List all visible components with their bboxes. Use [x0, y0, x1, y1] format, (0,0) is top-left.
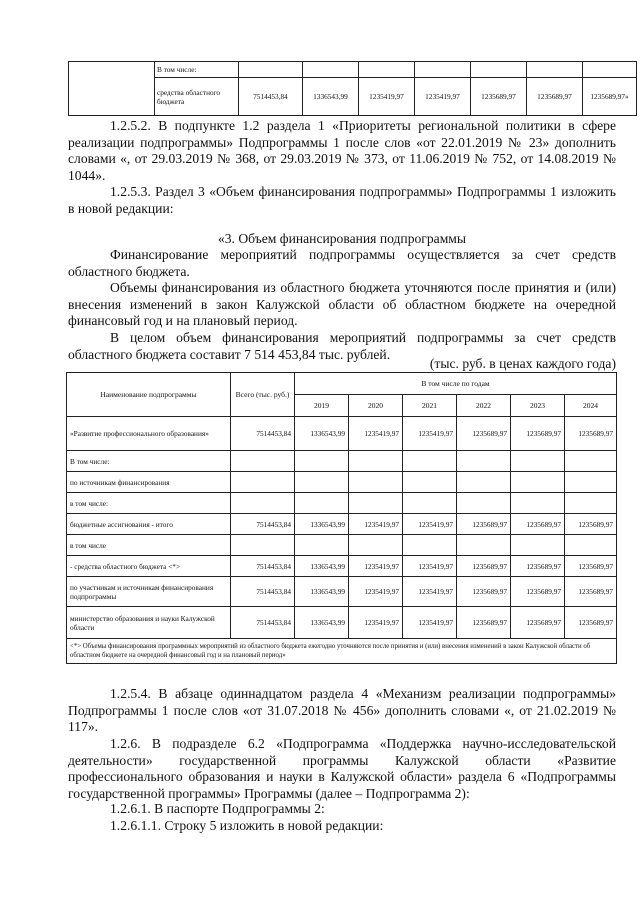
row-label: по источникам финансирования — [67, 472, 231, 493]
table-cell: 1235689,97 — [511, 577, 565, 607]
year-header: 2020 — [349, 395, 403, 417]
table-cell: средства областного бюджета — [155, 78, 239, 116]
table-cell — [565, 493, 617, 514]
table-row — [67, 577, 617, 607]
table-cell — [403, 535, 457, 556]
table-footnote-row — [67, 639, 617, 664]
table-cell — [415, 62, 471, 78]
financing-text — [68, 247, 616, 363]
table-cell: 1235689,97 — [511, 607, 565, 639]
table-row — [67, 451, 617, 472]
paragraph-1-2-6-1-1: 1.2.6.1.1. Строку 5 изложить в новой редакции: — [110, 818, 384, 833]
table-cell: 1235689,97 — [457, 556, 511, 577]
table-row — [69, 62, 637, 78]
row-label: - средства областного бюджета <*> — [67, 556, 231, 577]
table-row — [69, 78, 637, 116]
table-cell: 1235419,97 — [349, 556, 403, 577]
row-label: в том числе — [67, 535, 231, 556]
table-cell — [565, 535, 617, 556]
footnote: <*> Объемы финансирования программных мероприятий из областного бюджета ежегодно уточняются после принятия и (или) внесения изменений в закон Калужской области об областном бюджете на очередной финансовый год и на плановый период» — [67, 639, 617, 664]
paragraph-1-2-5-2: 1.2.5.2. В подпункте 1.2 раздела 1 «Приоритеты региональной политики в сфере реализации подпрограммы» Подпрограммы 1 после слов «от 22.01.2019 № 23» дополнить словами «, от 29.03.2019 № 368, от 29.03.2019 № 373, от 11.06.2019 № 752, от 14.08.2019 № 1044». — [68, 118, 616, 183]
table-cell — [303, 62, 359, 78]
table-cell: 1235419,97 — [359, 78, 415, 116]
units-note: (тыс. руб. в ценах каждого года) — [429, 356, 616, 371]
table-cell: 1235419,97 — [403, 556, 457, 577]
table-cell — [457, 493, 511, 514]
table-cell: 1336543,99 — [295, 607, 349, 639]
table-cell: 1235419,97 — [403, 514, 457, 535]
table-cell — [231, 472, 295, 493]
table-cell: 1336543,99 — [295, 556, 349, 577]
year-header: 2021 — [403, 395, 457, 417]
table-cell — [511, 472, 565, 493]
table-cell: 1235689,97 — [511, 514, 565, 535]
table-cell: 1336543,99 — [295, 417, 349, 451]
table-cell: 1235419,97 — [415, 78, 471, 116]
header-total: Всего (тыс. руб.) — [231, 373, 295, 417]
table-header-row — [67, 373, 617, 395]
table-cell: 7514453,84 — [231, 577, 295, 607]
top-table-fragment — [68, 61, 637, 116]
table-cell: 7514453,84 — [239, 78, 303, 116]
table-row — [67, 535, 617, 556]
table-cell: 1235689,97 — [565, 514, 617, 535]
financing-paragraph-3: В целом объем финансирования мероприятий подпрограммы за счет средств областного бюджета составит 7 514 453,84 тыс. рублей. — [68, 329, 616, 362]
table-cell — [295, 493, 349, 514]
row-label: бюджетные ассигнования - итого — [67, 514, 231, 535]
table-cell: 1235689,97 — [457, 607, 511, 639]
table-cell: 1235419,97 — [403, 607, 457, 639]
table-cell: 1235419,97 — [349, 514, 403, 535]
table-cell — [359, 62, 415, 78]
table-cell — [457, 451, 511, 472]
table-cell: 1235689,97 — [471, 78, 527, 116]
table-row — [67, 493, 617, 514]
table-cell — [403, 451, 457, 472]
table-cell — [231, 535, 295, 556]
table-cell: 1235689,97 — [565, 577, 617, 607]
financing-paragraph-2: Объемы финансирования из областного бюджета уточняются после принятия и (или) внесения изменений в закон Калужской области об областном бюджете на очередной финансовый год и на плановый период. — [68, 280, 616, 329]
financing-paragraph-1: Финансирование мероприятий подпрограммы осуществляется за счет средств областного бюджета. — [68, 247, 616, 279]
table-cell — [527, 62, 583, 78]
table-cell — [511, 451, 565, 472]
table-row — [67, 607, 617, 639]
table-cell: 1336543,99 — [303, 78, 359, 116]
section-title: «3. Объем финансирования подпрограммы — [217, 231, 467, 246]
year-header: 2019 — [295, 395, 349, 417]
paragraph-1-2-6-1: 1.2.6.1. В паспорте Подпрограммы 2: — [110, 801, 325, 816]
table-cell — [471, 62, 527, 78]
table-row — [67, 514, 617, 535]
table-cell: 1235689,97 — [527, 78, 583, 116]
table-cell: 7514453,84 — [231, 514, 295, 535]
table-cell — [295, 451, 349, 472]
table-cell — [511, 493, 565, 514]
table-cell: 7514453,84 — [231, 417, 295, 451]
header-years: В том числе по годам — [295, 373, 617, 395]
table-cell — [231, 493, 295, 514]
row-label: по участникам и источникам финансирования подпрограммы — [67, 577, 231, 607]
table-cell — [295, 535, 349, 556]
table-cell: 1235419,97 — [403, 577, 457, 607]
paragraph-1-2-5-4: 1.2.5.4. В абзаце одиннадцатом раздела 4 «Механизм реализации подпрограммы» Подпрограммы 1 после слов «от 31.07.2018 № 456» дополнить словами «, от 21.02.2019 № 117». — [68, 686, 616, 735]
table-cell: В том числе: — [155, 62, 239, 78]
table-cell — [231, 451, 295, 472]
table-cell — [583, 62, 637, 78]
table-cell: 1235419,97 — [349, 577, 403, 607]
year-header: 2023 — [511, 395, 565, 417]
row-label: В том числе: — [67, 451, 231, 472]
table-cell: 1235419,97 — [403, 417, 457, 451]
table-cell — [511, 535, 565, 556]
table-cell — [349, 472, 403, 493]
year-header: 2024 — [565, 395, 617, 417]
table-cell: 1235689,97 — [457, 417, 511, 451]
table-cell: 1235689,97 — [511, 417, 565, 451]
table-cell: 1235419,97 — [349, 417, 403, 451]
row-label: в том числе: — [67, 493, 231, 514]
table-cell: 1235689,97 — [565, 607, 617, 639]
table-cell: 7514453,84 — [231, 607, 295, 639]
table-cell — [349, 451, 403, 472]
table-cell — [239, 62, 303, 78]
table-cell — [295, 472, 349, 493]
financing-table — [66, 372, 617, 664]
table-cell: 1336543,99 — [295, 514, 349, 535]
table-cell: 1235689,97 — [457, 514, 511, 535]
paragraph-1-2-6: 1.2.6. В подразделе 6.2 «Подпрограмма «Поддержка научно-исследовательской деятельности» государственной программы Калужской области «Развитие профессионального образования и науки в Калужской области» раздела 6 «Подпрограммы государственной программы» Программы (далее – Подпрограмма 2): — [68, 736, 616, 801]
row-label: «Развитие профессионального образования» — [67, 417, 231, 451]
table-cell — [565, 472, 617, 493]
table-cell — [69, 62, 155, 116]
table-cell: 7514453,84 — [231, 556, 295, 577]
table-cell — [457, 472, 511, 493]
table-cell: 1235689,97 — [457, 577, 511, 607]
table-cell: 1235689,97 — [565, 556, 617, 577]
row-label: министерство образования и науки Калужской области — [67, 607, 231, 639]
table-cell — [457, 535, 511, 556]
table-row — [67, 417, 617, 451]
paragraph-1-2-5-3: 1.2.5.3. Раздел 3 «Объем финансирования подпрограммы» Подпрограммы 1 изложить в новой редакции: — [68, 184, 616, 216]
table-cell: 1336543,99 — [295, 577, 349, 607]
table-cell — [349, 493, 403, 514]
table-row — [67, 472, 617, 493]
table-cell — [349, 535, 403, 556]
table-cell — [403, 472, 457, 493]
table-cell — [565, 451, 617, 472]
header-name: Наименование подпрограммы — [67, 373, 231, 417]
year-header: 2022 — [457, 395, 511, 417]
table-row — [67, 556, 617, 577]
table-cell — [403, 493, 457, 514]
table-cell: 1235689,97 — [565, 417, 617, 451]
table-cell: 1235689,97» — [583, 78, 637, 116]
table-cell: 1235689,97 — [511, 556, 565, 577]
table-cell: 1235419,97 — [349, 607, 403, 639]
